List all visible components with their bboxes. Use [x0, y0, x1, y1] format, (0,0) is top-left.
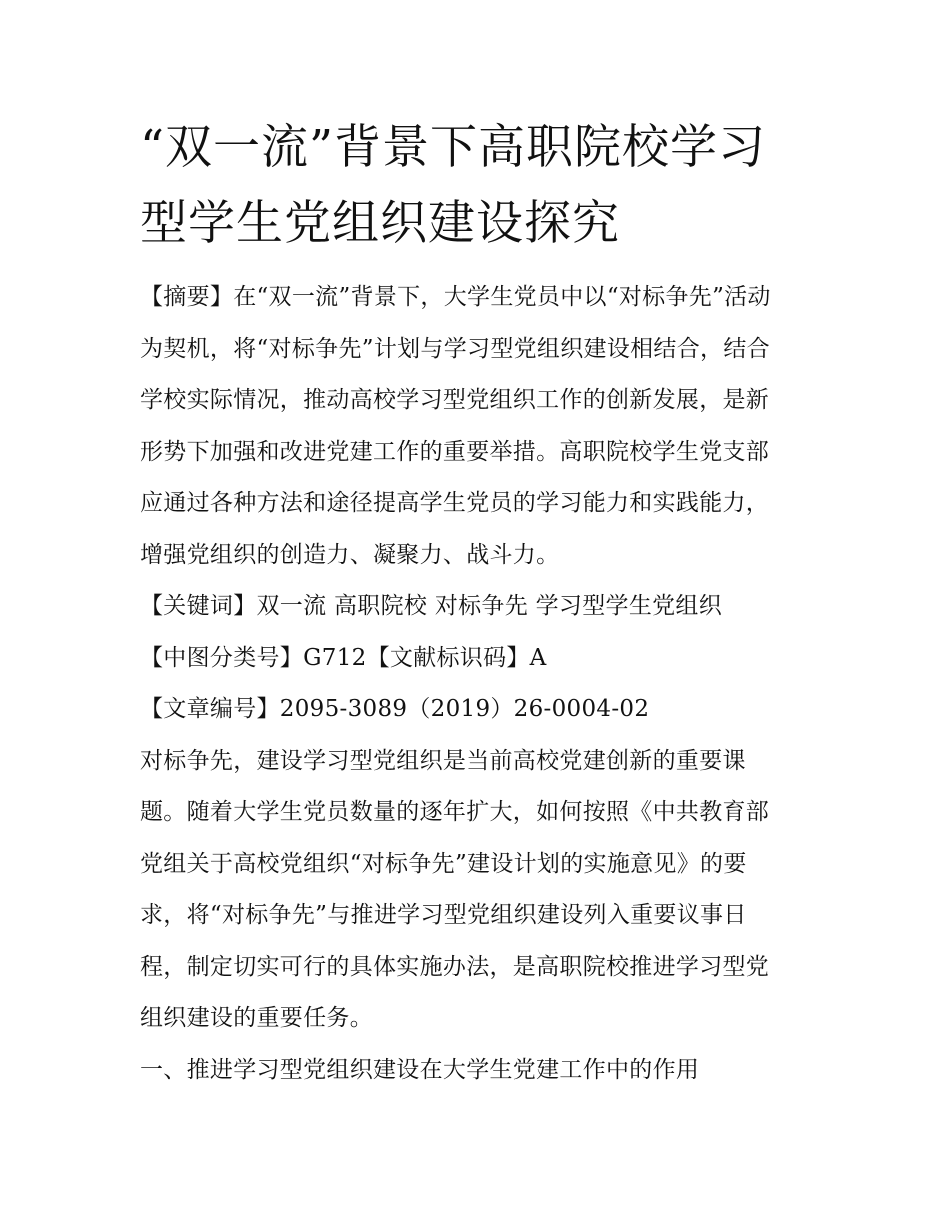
page-title [140, 110, 830, 262]
title-line: “双一流”背景下高职院校学习 [140, 120, 767, 175]
abstract-line: 学校实际情况，推动高校学习型党组织工作的创新发展，是新 [140, 387, 770, 413]
abstract-paragraph [140, 272, 830, 581]
keywords: 【关键词】双一流 高职院校 对标争先 学习型学生党组织 [140, 593, 723, 619]
abstract-line: 增强党组织的创造力、凝聚力、战斗力。 [140, 541, 560, 568]
intro-line: 求，将“对标争先”与推进学习型党组织建设列入重要议事日 [140, 902, 747, 928]
document-body [140, 272, 830, 1096]
intro-line: 程，制定切实可行的具体实施办法，是高职院校推进学习型党 [140, 953, 770, 980]
title-line: 型学生党组织建设探究 [140, 196, 620, 251]
intro-line: 对标争先，建设学习型党组织是当前高校党建创新的重要课 [140, 747, 746, 774]
intro-paragraph [140, 736, 830, 1045]
abstract-line: 为契机，将“对标争先”计划与学习型党组织建设相结合，结合 [140, 335, 770, 362]
article-number: 【文章编号】2095-3089（2019）26-0004-02 [140, 696, 650, 722]
abstract-line: 形势下加强和改进党建工作的重要举措。高职院校学生党支部 [140, 438, 770, 465]
section-heading: 一、推进学习型党组织建设在大学生党建工作中的作用 [140, 1056, 700, 1083]
intro-line: 题。随着大学生党员数量的逐年扩大，如何按照《中共教育部 [140, 799, 770, 825]
classification-number: 【中图分类号】G712【文献标识码】A [140, 644, 547, 671]
abstract-line: 应通过各种方法和途径提高学生党员的学习能力和实践能力， [140, 490, 770, 516]
intro-line: 组织建设的重要任务。 [140, 1005, 373, 1031]
intro-line: 党组关于高校党组织“对标争先”建设计划的实施意见》的要 [140, 850, 747, 877]
abstract-line: 【摘要】在“双一流”背景下，大学生党员中以“对标争先”活动 [140, 284, 771, 310]
